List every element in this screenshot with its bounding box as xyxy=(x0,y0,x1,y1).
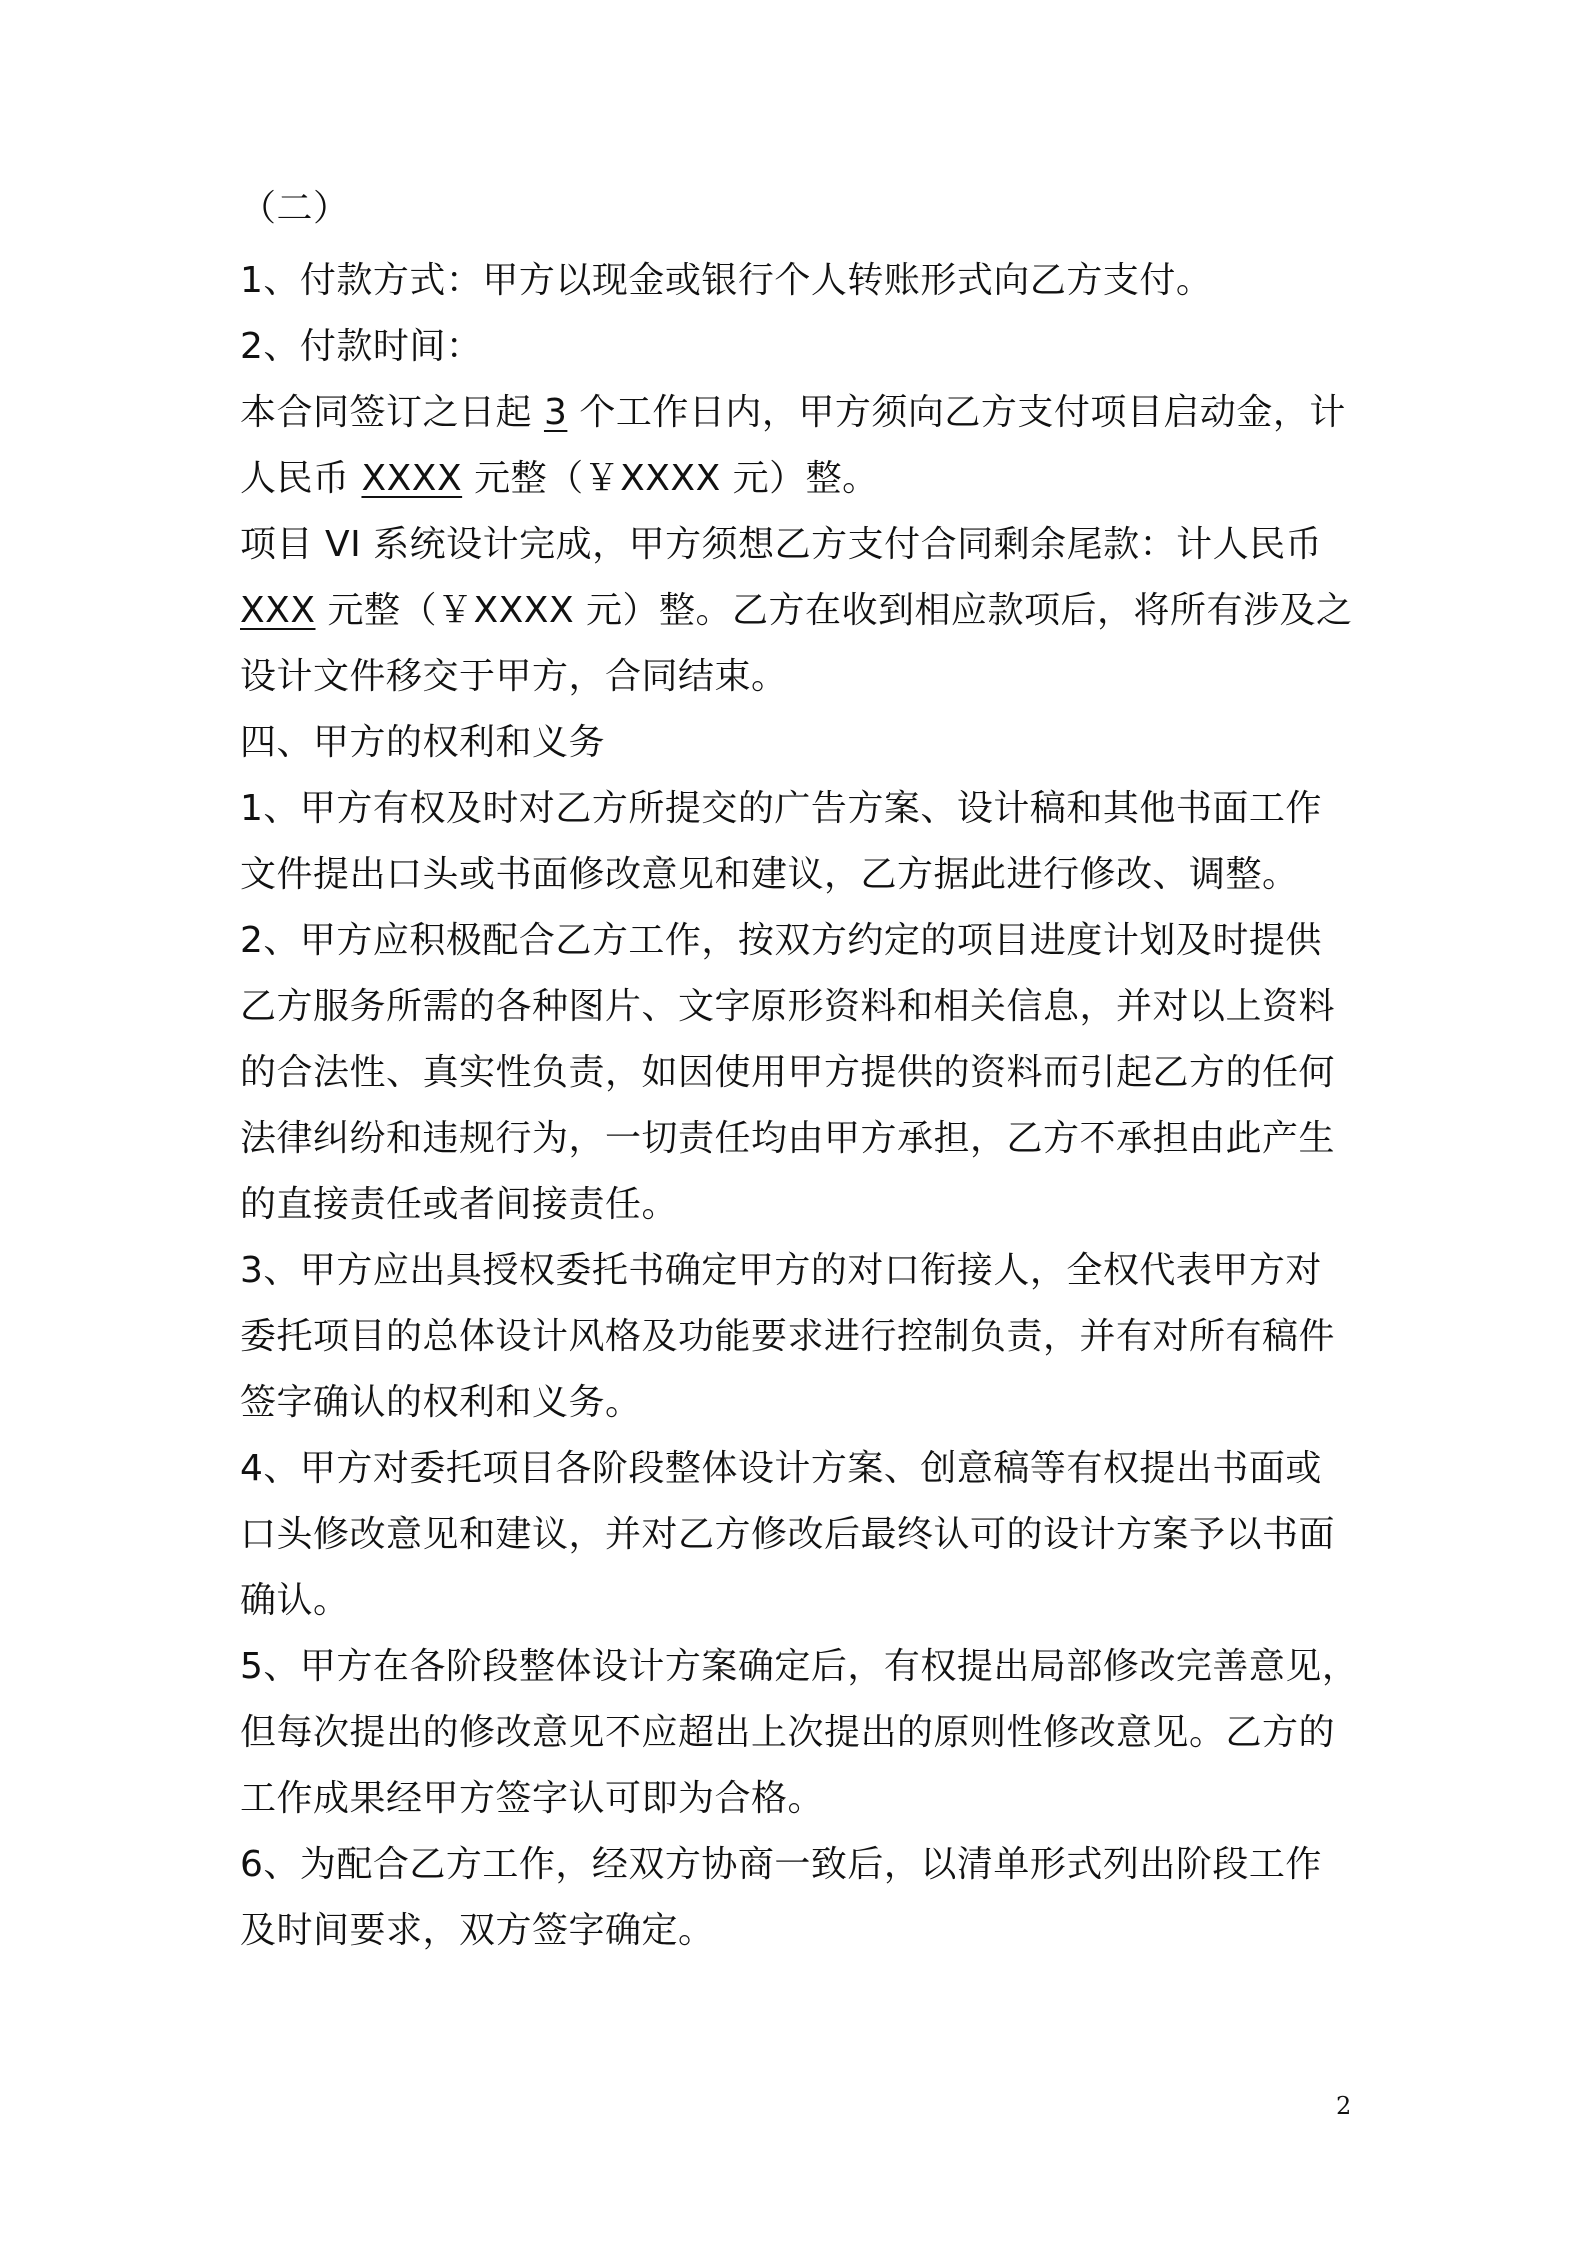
clause-line: 及时间要求，双方签字确定。 xyxy=(240,1910,715,1951)
payment-start-line-2 xyxy=(240,456,1350,502)
payment-final-amount-suffix: 元整（￥XXXX 元）整。乙方在收到相应款项后，将所有涉及之 xyxy=(327,590,1353,631)
payment-start-amount: XXXX xyxy=(361,458,463,499)
clause-line: 签字确认的权利和义务。 xyxy=(240,1382,642,1423)
payment-final-line-2 xyxy=(240,588,1353,634)
payment-final-line-3: 设计文件移交于甲方，合同结束。 xyxy=(240,656,788,697)
page-number: 2 xyxy=(1336,2092,1352,2120)
payment-start-currency-label: 人民币 xyxy=(240,458,350,499)
payment-start-days: 3 xyxy=(543,392,568,433)
payment-final-line-1: 项目 VI 系统设计完成，甲方须想乙方支付合同剩余尾款：计人民币 xyxy=(240,524,1323,565)
clause-line: 的合法性、真实性负责，如因使用甲方提供的资料而引起乙方的任何 xyxy=(240,1052,1336,1093)
clause-line: 委托项目的总体设计风格及功能要求进行控制负责，并有对所有稿件 xyxy=(240,1316,1336,1357)
clause-line: 5、甲方在各阶段整体设计方案确定后，有权提出局部修改完善意见， xyxy=(240,1646,1359,1687)
document-body xyxy=(240,186,1359,1974)
payment-start-prefix: 本合同签订之日起 xyxy=(240,392,533,433)
payment-final-amount: XXX xyxy=(240,590,316,631)
clause-line: 但每次提出的修改意见不应超出上次提出的原则性修改意见。乙方的 xyxy=(240,1712,1336,1753)
clause-line: 文件提出口头或书面修改意见和建议，乙方据此进行修改、调整。 xyxy=(240,854,1299,895)
payment-start-suffix: 个工作日内，甲方须向乙方支付项目启动金，计 xyxy=(579,392,1346,433)
clause-line: 工作成果经甲方签字认可即为合格。 xyxy=(240,1778,825,1819)
clause-line: 确认。 xyxy=(240,1580,350,1621)
clause-line: 6、为配合乙方工作，经双方协商一致后，以清单形式列出阶段工作 xyxy=(240,1844,1322,1885)
section-label: （二） xyxy=(240,188,350,229)
section-four-title: 四、甲方的权利和义务 xyxy=(240,722,606,763)
payment-start-line-1 xyxy=(240,390,1350,436)
payment-time-line: 2、付款时间： xyxy=(240,326,483,367)
payment-method-line: 1、付款方式：甲方以现金或银行个人转账形式向乙方支付。 xyxy=(240,260,1213,301)
payment-start-amount-suffix: 元整（￥XXXX 元）整。 xyxy=(474,458,879,499)
clause-line: 3、甲方应出具授权委托书确定甲方的对口衔接人，全权代表甲方对 xyxy=(240,1250,1322,1291)
clause-line: 1、甲方有权及时对乙方所提交的广告方案、设计稿和其他书面工作 xyxy=(240,788,1322,829)
clause-line: 法律纠纷和违规行为，一切责任均由甲方承担，乙方不承担由此产生 xyxy=(240,1118,1336,1159)
clause-line: 4、甲方对委托项目各阶段整体设计方案、创意稿等有权提出书面或 xyxy=(240,1448,1322,1489)
clause-line: 的直接责任或者间接责任。 xyxy=(240,1184,679,1225)
clause-line: 2、甲方应积极配合乙方工作，按双方约定的项目进度计划及时提供 xyxy=(240,920,1322,961)
clause-line: 口头修改意见和建议，并对乙方修改后最终认可的设计方案予以书面 xyxy=(240,1514,1336,1555)
clause-line: 乙方服务所需的各种图片、文字原形资料和相关信息，并对以上资料 xyxy=(240,986,1336,1027)
